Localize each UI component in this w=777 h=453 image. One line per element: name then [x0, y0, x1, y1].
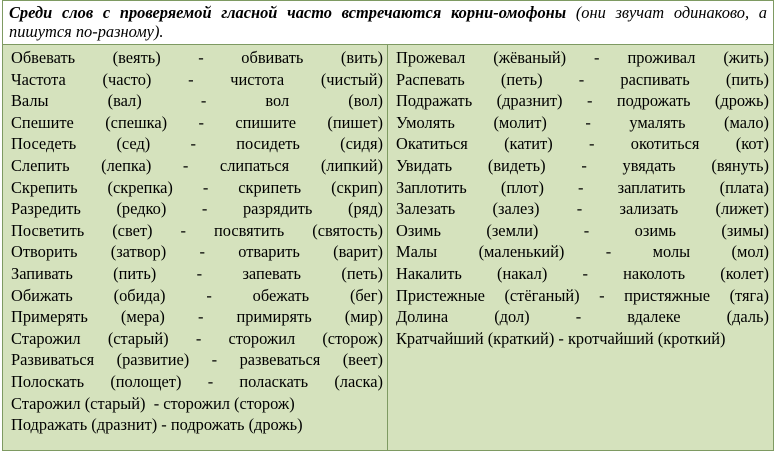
word-part: Увидать — [396, 155, 453, 175]
word-part: (жить) — [723, 48, 769, 67]
word-part: (петь) — [500, 69, 543, 89]
word-part: Распевать — [396, 69, 465, 89]
word-part: Подражать — [396, 91, 473, 111]
word-pair-row — [11, 306, 383, 328]
word-part: (чистый) — [320, 69, 383, 89]
word-pair-row — [396, 263, 769, 285]
word-part: (скрип) — [331, 177, 383, 197]
word-part: распивать — [620, 69, 690, 89]
header-note: (они звучат одинаково, а пишутся по-разному). — [9, 3, 767, 41]
word-part: скрипеть — [238, 177, 302, 197]
header-lead: Среди слов с проверяемой гласной часто встречаются корни-омофоны — [9, 3, 567, 22]
word-part: (сторож) — [322, 328, 383, 348]
word-part: Поседеть — [11, 134, 77, 154]
word-pair-row — [11, 371, 383, 393]
word-pair-row — [396, 155, 769, 177]
word-part: - — [211, 350, 218, 370]
word-part: - — [576, 199, 583, 219]
word-part: - — [198, 112, 204, 132]
word-part: (стёганый) — [504, 285, 580, 305]
word-part: посидеть — [236, 134, 300, 154]
word-part: - — [190, 134, 196, 154]
word-part: - — [202, 177, 209, 197]
word-part: посвятить — [213, 220, 285, 240]
word-part: Долина — [396, 307, 449, 327]
word-part: увядать — [622, 155, 676, 175]
word-part: (тяга) — [729, 285, 769, 305]
word-part: Запивать — [11, 263, 73, 283]
word-part: (бег) — [349, 285, 383, 305]
word-part: (пишет) — [327, 112, 383, 132]
word-part: (обида) — [113, 285, 166, 305]
word-pair-text: Кратчайший (краткий) - кротчайший (кроткий) — [396, 328, 726, 348]
word-part: слипаться — [219, 155, 290, 175]
word-part: обвивать — [241, 48, 304, 67]
word-part: - — [199, 242, 205, 262]
word-pair-row — [11, 285, 383, 307]
word-pair-row — [11, 349, 383, 371]
word-part: разрядить — [242, 199, 313, 219]
word-part: - — [605, 242, 612, 262]
word-part: наколоть — [623, 263, 686, 283]
word-pair-row — [396, 90, 769, 112]
word-part: (петь) — [341, 263, 383, 283]
word-part: - — [180, 220, 186, 240]
word-part: (дол) — [494, 307, 530, 327]
word-part: зализать — [619, 199, 679, 219]
word-part: (пить) — [725, 69, 769, 89]
word-part: (молит) — [493, 112, 547, 132]
word-part: - — [578, 69, 585, 89]
word-pair-row — [11, 155, 383, 177]
word-part: - — [582, 263, 588, 283]
word-part: - — [201, 199, 208, 219]
word-part: - — [586, 91, 593, 111]
word-part: - — [588, 134, 595, 154]
word-part: Спешите — [11, 112, 74, 132]
word-part: озимь — [634, 220, 676, 240]
word-part: (колет) — [720, 263, 769, 283]
word-pair-row — [11, 112, 383, 134]
word-part: (накал) — [497, 263, 548, 283]
word-part: Полоскать — [11, 371, 85, 391]
word-part: сторожил — [228, 328, 296, 348]
word-part: (вол) — [348, 91, 383, 111]
word-part: умалять — [629, 112, 686, 132]
word-part: (старый) — [107, 328, 169, 348]
word-part: (лепка) — [101, 155, 152, 175]
word-part: (плата) — [719, 177, 769, 197]
word-part: (пить) — [113, 263, 157, 283]
word-part: (дразнит) — [496, 91, 563, 111]
word-part: (веять) — [112, 48, 161, 67]
left-column — [3, 45, 388, 451]
word-part: проживал — [627, 48, 696, 67]
word-pair-row — [396, 198, 769, 220]
word-part: (земли) — [486, 220, 539, 240]
word-part: (катит) — [504, 134, 553, 154]
word-part: (ряд) — [348, 199, 383, 219]
word-part: (даль) — [726, 307, 769, 327]
word-part: (жёваный) — [493, 48, 567, 67]
word-pair-row — [396, 177, 769, 199]
word-part: (вал) — [107, 91, 142, 111]
word-part: Валы — [11, 91, 49, 111]
word-part: Накалить — [396, 263, 462, 283]
word-part: (сидя) — [340, 134, 383, 154]
word-part: Посветить — [11, 220, 85, 240]
word-pair-text: Старожил (старый) - сторожил (сторож) — [11, 393, 295, 413]
document-table — [2, 0, 774, 451]
word-part: спишите — [235, 112, 297, 132]
word-part: вол — [265, 91, 290, 111]
word-pair-row — [11, 47, 383, 69]
word-part: (видеть) — [487, 155, 546, 175]
word-part: - — [198, 48, 204, 67]
word-part: (плот) — [500, 177, 544, 197]
word-part: Прожевал — [396, 48, 466, 67]
word-part: Заплотить — [396, 177, 467, 197]
word-part: - — [594, 48, 600, 67]
word-part: Обижать — [11, 285, 73, 305]
word-part: Малы — [396, 242, 438, 262]
word-pair-row — [396, 241, 769, 263]
word-pair-row — [11, 241, 383, 263]
word-pair-row — [396, 220, 769, 242]
word-pair-text: Подражать (дразнит) - подрожать (дрожь) — [11, 415, 303, 435]
word-part: Обвевать — [11, 48, 76, 67]
table-header — [3, 1, 773, 45]
word-part: поласкать — [239, 371, 309, 391]
word-pair-row — [11, 90, 383, 112]
word-part: запевать — [242, 263, 302, 283]
word-part: (мол) — [731, 242, 769, 262]
word-part: - — [575, 307, 582, 327]
word-part: пристяжные — [624, 285, 711, 305]
word-pair-row — [396, 328, 769, 350]
word-part: Слепить — [11, 155, 70, 175]
word-part: Развиваться — [11, 350, 95, 370]
word-part: Умолять — [396, 112, 455, 132]
word-pair-row — [11, 328, 383, 350]
word-pair-row — [11, 393, 383, 415]
word-part: (маленький) — [478, 242, 565, 262]
word-part: Пристежные — [396, 285, 485, 305]
word-part: (мало) — [724, 112, 769, 132]
word-part: - — [197, 307, 204, 327]
word-part: (дрожь) — [714, 91, 769, 111]
word-part: Залезать — [396, 199, 456, 219]
word-part: (веет) — [342, 350, 383, 370]
word-part: Отворить — [11, 242, 78, 262]
word-pair-row — [11, 220, 383, 242]
word-part: окотиться — [630, 134, 700, 154]
word-part: (кот) — [735, 134, 769, 154]
word-pair-row — [396, 47, 769, 69]
word-part: подрожать — [616, 91, 691, 111]
word-part: - — [195, 328, 202, 348]
word-part: отварить — [238, 242, 300, 262]
word-part: Разредить — [11, 199, 81, 219]
word-part: (липкий) — [320, 155, 383, 175]
word-part: Примерять — [11, 307, 88, 327]
word-part: чистота — [230, 69, 285, 89]
word-part: Скрепить — [11, 177, 78, 197]
word-part: вдалеке — [627, 307, 681, 327]
word-part: молы — [652, 242, 691, 262]
word-part: - — [196, 263, 203, 283]
word-pair-row — [11, 177, 383, 199]
word-part: (сед) — [116, 134, 151, 154]
word-part: (мера) — [120, 307, 165, 327]
word-part: - — [182, 155, 189, 175]
word-pair-row — [396, 285, 769, 307]
word-part: (зимы) — [721, 220, 769, 240]
word-pair-row — [396, 306, 769, 328]
right-column — [388, 45, 773, 451]
word-part: (скрепка) — [107, 177, 173, 197]
word-part: - — [578, 177, 584, 197]
word-part: (вянуть) — [711, 155, 769, 175]
word-part: Частота — [11, 69, 66, 89]
word-part: развеваться — [239, 350, 321, 370]
word-part: (святость) — [312, 220, 383, 240]
word-pair-row — [396, 112, 769, 134]
word-pair-row — [11, 69, 383, 91]
word-part: (вить) — [340, 48, 383, 67]
word-part: заплатить — [617, 177, 686, 197]
word-part: (полощет) — [110, 371, 182, 391]
word-part: (варит) — [333, 242, 383, 262]
word-part: (мир) — [344, 307, 383, 327]
word-part: Старожил — [11, 328, 81, 348]
word-part: - — [188, 69, 194, 89]
word-part: (редко) — [116, 199, 167, 219]
word-part: - — [583, 220, 590, 240]
word-part: (свет) — [112, 220, 153, 240]
word-part: (ласка) — [334, 371, 383, 391]
word-pair-row — [396, 133, 769, 155]
word-part: - — [200, 91, 207, 111]
word-pair-row — [11, 414, 383, 436]
word-part: - — [207, 371, 214, 391]
table-body — [3, 45, 773, 451]
word-part: - — [599, 285, 605, 305]
word-pair-row — [11, 198, 383, 220]
word-part: обежать — [252, 285, 310, 305]
word-part: - — [585, 112, 591, 132]
word-part: - — [206, 285, 212, 305]
word-part: (залез) — [492, 199, 540, 219]
word-pair-row — [11, 133, 383, 155]
word-pair-row — [11, 263, 383, 285]
word-part: примирять — [236, 307, 312, 327]
word-part: (лижет) — [715, 199, 769, 219]
word-part: Окатиться — [396, 134, 468, 154]
word-part: (спешка) — [105, 112, 168, 132]
word-part: Озимь — [396, 220, 441, 240]
word-part: (затвор) — [110, 242, 167, 262]
word-part: (развитие) — [116, 350, 190, 370]
word-pair-row — [396, 69, 769, 91]
word-part: (часто) — [102, 69, 152, 89]
word-part: - — [581, 155, 587, 175]
